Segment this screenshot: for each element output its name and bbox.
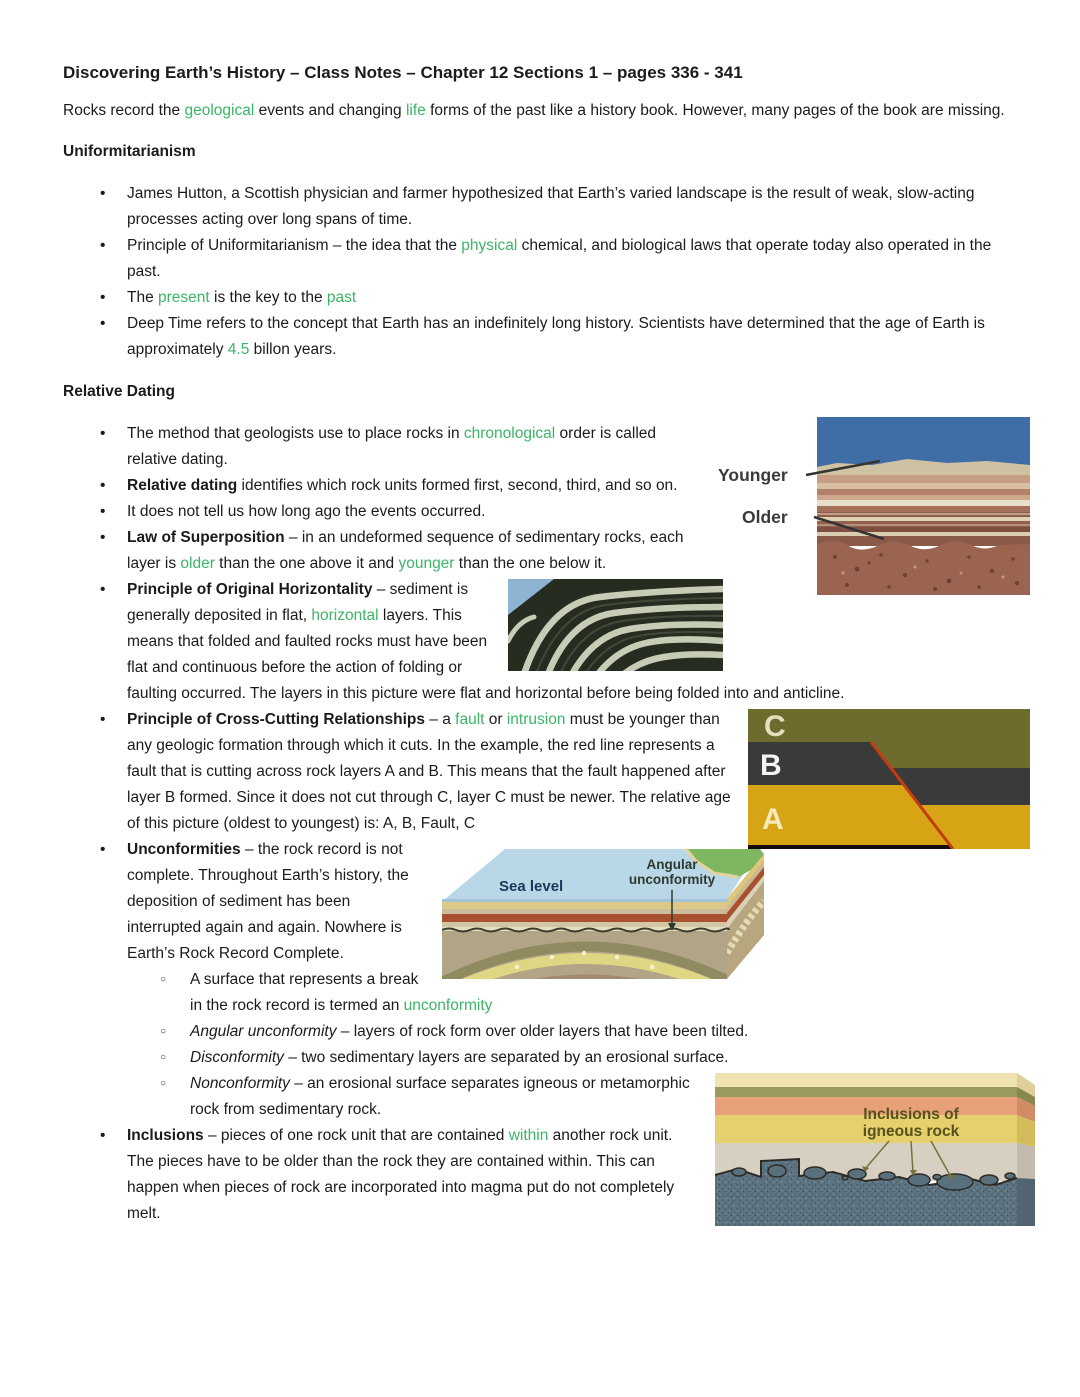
text-segment: order is called relative dating. bbox=[127, 425, 657, 468]
text-segment: The bbox=[127, 289, 159, 306]
bullet-item bbox=[127, 577, 1005, 707]
text-segment: layers. This means that folded and faulted rocks must have been flat and continuous before the action of folding or faulting occurred. The layers in this picture were flat and horizontal before being folded into and anticline. bbox=[127, 607, 845, 702]
olive-layer bbox=[715, 1087, 1017, 1097]
bullet-item bbox=[127, 1123, 1005, 1227]
bullet-text bbox=[127, 185, 974, 228]
text-segment: – the rock record is not complete. Throughout Earth’s history, the deposition of sediment has been interrupted again and again. Nowhere is Earth’s Rock Record Complete. bbox=[127, 841, 409, 962]
text-segment: – in an undeformed sequence of sedimentary rocks, each layer is bbox=[127, 529, 684, 572]
text-segment: identifies which rock units formed first, second, third, and so on. bbox=[237, 477, 678, 494]
folded-rocks-figure bbox=[508, 579, 723, 671]
older-label: Older bbox=[742, 507, 788, 527]
text-segment: is the key to the bbox=[209, 289, 327, 306]
text-segment: events and changing bbox=[254, 102, 406, 119]
text-segment: fault bbox=[455, 711, 485, 728]
igneous-side-face bbox=[1017, 1178, 1035, 1226]
bullet-item bbox=[127, 285, 1005, 311]
intro-paragraph bbox=[63, 98, 1005, 124]
section-heading-uniformitarianism: Uniformitarianism bbox=[63, 143, 196, 160]
text-segment: – a bbox=[424, 711, 456, 728]
text-segment: – pieces of one rock unit that are contained bbox=[203, 1127, 509, 1144]
folded-rocks-photo bbox=[508, 579, 723, 671]
text-segment: life bbox=[405, 102, 426, 119]
younger-label: • Younger bbox=[718, 465, 788, 485]
annotation-line-1: Angular bbox=[646, 857, 698, 872]
layer-b-label: B bbox=[760, 749, 782, 782]
text-segment: another rock unit. The pieces have to be older than the rock they are contained within. This can happen when pieces of rock are incorporated into magma put do not completely melt. bbox=[127, 1127, 675, 1222]
bullet-text bbox=[127, 581, 844, 702]
text-segment: or bbox=[484, 711, 507, 728]
bullet-text bbox=[127, 237, 991, 280]
bullet-item bbox=[127, 233, 1005, 285]
text-segment: chemical, and biological laws that operate today also operated in the past. bbox=[127, 237, 992, 280]
sub-bullet-item bbox=[127, 1045, 1005, 1071]
bullet-item bbox=[127, 525, 1005, 577]
text-segment: physical bbox=[461, 237, 518, 254]
text-segment: Principle of Cross-Cutting Relationships bbox=[127, 711, 425, 728]
cross-cutting-diagram bbox=[748, 709, 1030, 849]
text-segment: must be younger than any geologic formation through which it cuts. In the example, the red line represents a fault that is cutting across rock layers A and B. This means that the fault happened after layer B formed. Since it does not cut through C, layer C must be newer. The relative age of this picture (oldest to youngest) is: A, B, Fault, C bbox=[127, 711, 731, 832]
sub-bullet-item bbox=[127, 967, 1005, 1019]
angular-unconformity-figure bbox=[442, 839, 764, 983]
cross-cutting-figure bbox=[748, 709, 1030, 849]
text-segment: Nonconformity bbox=[190, 1075, 290, 1092]
bullet-text bbox=[190, 971, 492, 1014]
sky bbox=[817, 417, 1030, 467]
text-segment: than the one below it. bbox=[454, 555, 607, 572]
bullet-text bbox=[127, 425, 656, 468]
bullet-text bbox=[190, 1049, 728, 1066]
bullet-text bbox=[127, 477, 678, 494]
document-title: Discovering Earth’s History – Class Notes – Chapter 12 Sections 1 – pages 336 - 341 bbox=[63, 63, 743, 82]
text-segment: than the one above it and bbox=[214, 555, 399, 572]
red-bed-layer bbox=[442, 914, 727, 922]
text-segment: Disconformity bbox=[190, 1049, 284, 1066]
text-segment: Deep Time refers to the concept that Earth has an indefinitely long history. Scientists have determined that the age of Earth is approximately bbox=[127, 315, 985, 358]
bullet-item bbox=[127, 499, 1005, 525]
bullet-text bbox=[190, 1075, 690, 1118]
bullet-text bbox=[127, 503, 485, 520]
bullet-text bbox=[127, 711, 731, 832]
text-segment: intrusion bbox=[506, 711, 566, 728]
text-segment: billon years. bbox=[249, 341, 337, 358]
text-segment: Principle of Uniformitarianism – the idea that the bbox=[127, 237, 462, 254]
text-segment: It does not tell us how long ago the events occurred. bbox=[127, 503, 486, 520]
bullet-text bbox=[127, 841, 409, 962]
bullet-text bbox=[127, 315, 985, 358]
bullet-item bbox=[127, 181, 1005, 233]
bullet-item bbox=[127, 707, 1005, 837]
bullet-text bbox=[190, 1023, 748, 1040]
text-segment: 4.5 bbox=[227, 341, 250, 358]
text-segment: Unconformities bbox=[127, 841, 241, 858]
uniformitarianism-list bbox=[63, 181, 1005, 363]
layer-a-label: A bbox=[762, 803, 784, 836]
text-segment: forms of the past like a history book. However, many pages of the book are missing. bbox=[425, 102, 1005, 119]
text-segment: present bbox=[158, 289, 210, 306]
cream-layer bbox=[715, 1073, 1017, 1087]
text-segment: – layers of rock form over older layers that have been tilted. bbox=[336, 1023, 749, 1040]
text-segment: James Hutton, a Scottish physician and farmer hypothesized that Earth’s varied landscape is the result of weak, slow-acting processes acting over long spans of time. bbox=[127, 185, 975, 228]
layer-c-band bbox=[748, 709, 1030, 742]
inclusions-label-line-1: ○ Inclusions of bbox=[863, 1106, 959, 1123]
text-segment: older bbox=[180, 555, 215, 572]
text-segment: unconformity bbox=[403, 997, 493, 1014]
text-segment: geological bbox=[184, 102, 255, 119]
text-segment: younger bbox=[398, 555, 455, 572]
text-segment: Law of Superposition bbox=[127, 529, 285, 546]
bullet-item bbox=[127, 473, 1005, 499]
text-segment: Rocks record the bbox=[63, 102, 185, 119]
angular-unconformity-diagram bbox=[442, 839, 764, 983]
layer-c-label: • C bbox=[764, 710, 786, 743]
text-segment: The method that geologists use to place rocks in bbox=[127, 425, 464, 442]
sub-bullet-item bbox=[127, 1019, 1005, 1045]
text-segment: Inclusions bbox=[127, 1127, 204, 1144]
bullet-text bbox=[127, 1127, 674, 1222]
bullet-item bbox=[127, 837, 1005, 967]
sea-level-label: • Sea level bbox=[499, 878, 564, 895]
text-segment: Angular unconformity bbox=[190, 1023, 337, 1040]
text-segment: – two sedimentary layers are separated by an erosional surface. bbox=[283, 1049, 729, 1066]
section-heading-relative-dating: Relative Dating bbox=[63, 383, 175, 400]
bullet-text bbox=[127, 289, 356, 306]
text-segment: – an erosional surface separates igneous or metamorphic rock from sedimentary rock. bbox=[190, 1075, 690, 1118]
bullet-text bbox=[127, 529, 684, 572]
text-segment: Principle of Original Horizontality bbox=[127, 581, 373, 598]
text-segment: Relative dating bbox=[127, 477, 238, 494]
text-segment: chronological bbox=[463, 425, 556, 442]
text-segment: past bbox=[326, 289, 357, 306]
inclusions-label-line-2: igneous rock bbox=[862, 1123, 960, 1140]
text-segment: A surface that represents a break in the rock record is termed an bbox=[190, 971, 419, 1014]
text-segment: – sediment is generally deposited in flat, bbox=[127, 581, 469, 624]
relative-dating-list bbox=[63, 421, 1005, 1227]
text-segment: horizontal bbox=[311, 607, 379, 624]
annotation-line-2: unconformity bbox=[628, 872, 716, 887]
text-segment: within bbox=[508, 1127, 549, 1144]
bullet-item bbox=[127, 311, 1005, 363]
